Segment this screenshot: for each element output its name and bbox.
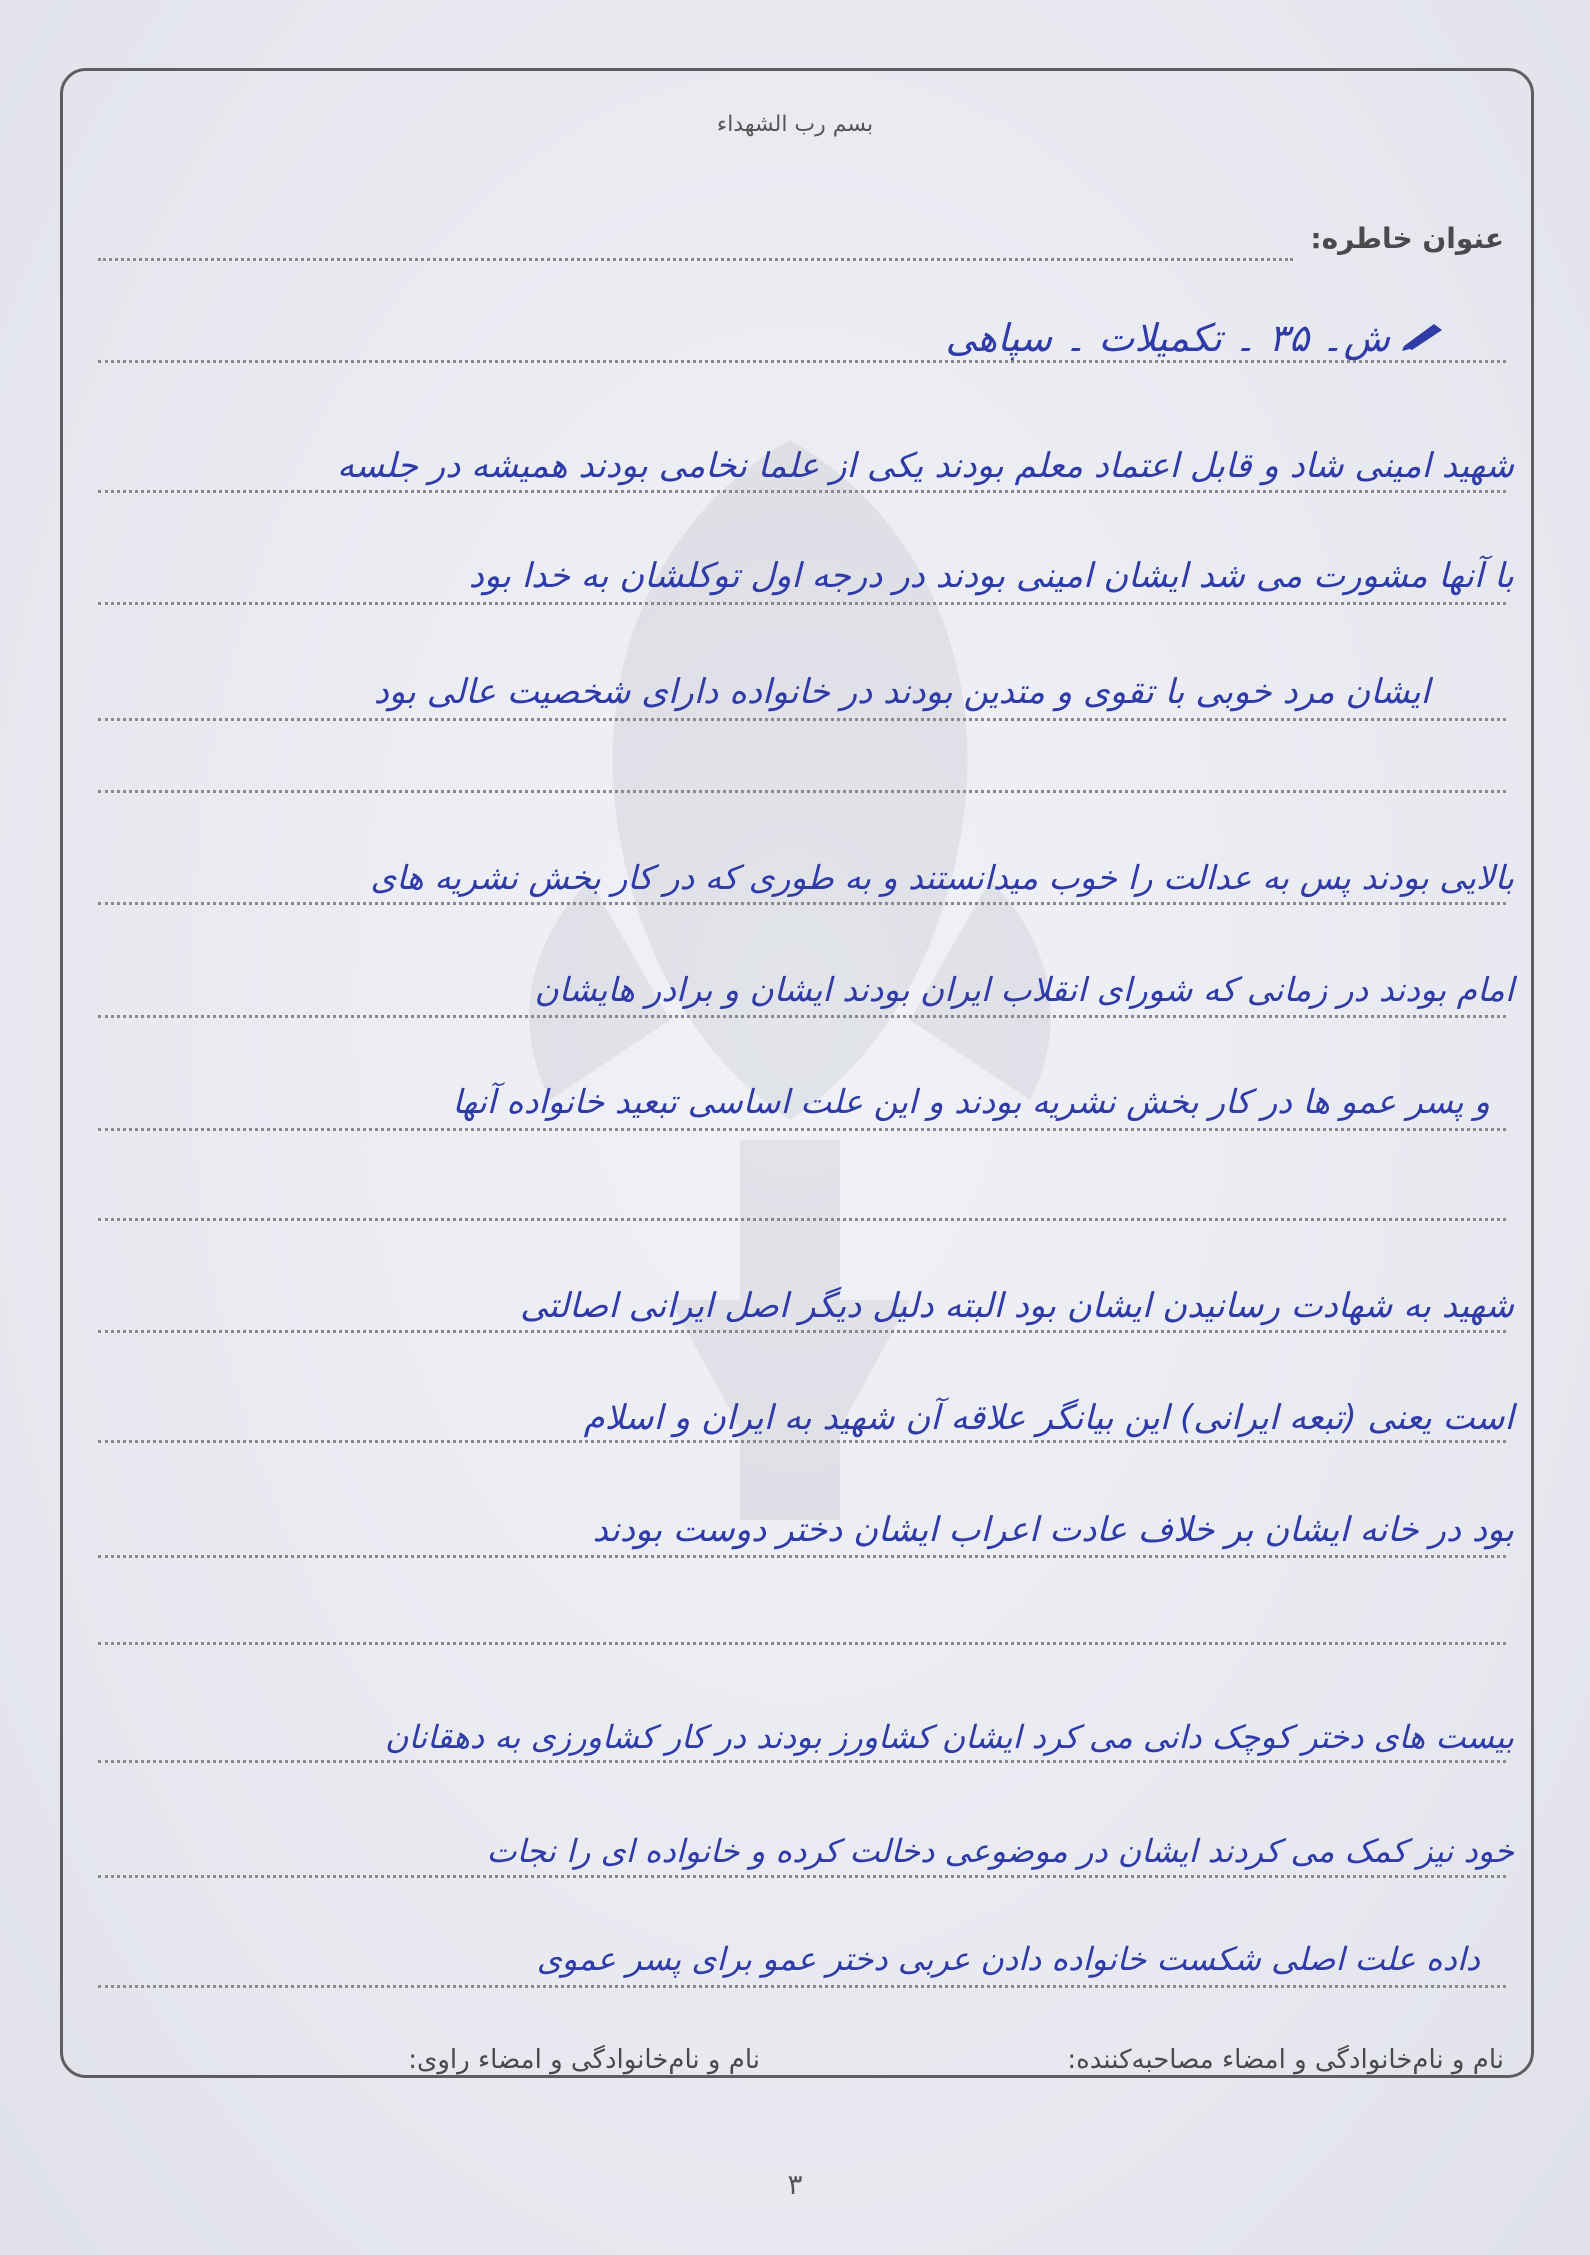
dotted-line bbox=[98, 1555, 1506, 1558]
handwritten-line: داده علت اصلی شکست خانواده دادن عربی دختر عمو برای پسر عموی bbox=[536, 1940, 1480, 1978]
interviewer-signature-label: نام و نام‌خانوادگی و امضاء مصاحبه‌کننده: bbox=[1067, 2045, 1504, 2075]
dotted-line bbox=[98, 490, 1506, 493]
handwritten-line: بیست های دختر کوچک دانی می کرد ایشان کشاورز بودند در کار کشاورزی به دهقانان bbox=[384, 1718, 1514, 1756]
handwritten-meta: ش۔ ۳۵ ۔ تکمیلات ۔ سپاهی bbox=[945, 316, 1390, 360]
handwritten-line: شهید امینی شاد و قابل اعتماد معلم بودند یکی از علما نخامی بودند همیشه در جلسه bbox=[337, 446, 1514, 486]
memoir-title-label: عنوان خاطره: bbox=[1310, 222, 1504, 255]
handwritten-line: ایشان مرد خوبی با تقوی و متدین بودند در خانواده دارای شخصیت عالی بود bbox=[373, 672, 1430, 712]
dotted-line bbox=[98, 718, 1506, 721]
dotted-line bbox=[98, 1760, 1506, 1763]
basmala-heading: بسم رب الشهداء bbox=[716, 112, 874, 137]
narrator-signature-label: نام و نام‌خانوادگی و امضاء راوی: bbox=[408, 2045, 760, 2075]
dotted-line bbox=[98, 1330, 1506, 1333]
dotted-line bbox=[98, 1218, 1506, 1221]
handwritten-line: بود در خانه ایشان بر خلاف عادت اعراب ایشان دختر دوست بودند bbox=[592, 1510, 1514, 1550]
handwritten-line: است یعنی (تبعه ایرانی) این بیانگر علاقه آن شهید به ایران و اسلام bbox=[583, 1398, 1514, 1438]
handwritten-line: خود نیز کمک می کردند ایشان در موضوعی دخالت کرده و خانواده ای را نجات bbox=[486, 1832, 1514, 1870]
dotted-line bbox=[98, 1440, 1506, 1443]
handwritten-line: و پسر عمو ها در کار بخش نشریه بودند و این علت اساسی تبعید خانواده آنها bbox=[452, 1082, 1490, 1121]
dotted-line bbox=[98, 360, 1506, 363]
handwritten-line: شهید به شهادت رسانیدن ایشان بود البته دلیل دیگر اصل ایرانی اصالتی bbox=[520, 1286, 1514, 1326]
dotted-line bbox=[98, 902, 1506, 905]
dotted-line bbox=[98, 790, 1506, 793]
dotted-line bbox=[98, 602, 1506, 605]
dotted-line bbox=[98, 1128, 1506, 1131]
title-dotted-line bbox=[98, 258, 1293, 261]
handwritten-line: امام بودند در زمانی که شورای انقلاب ایران بودند ایشان و برادر هایشان bbox=[534, 970, 1514, 1009]
handwritten-line: بالایی بودند پس به عدالت را خوب میدانستند و به طوری که در کار بخش نشریه های bbox=[370, 858, 1514, 897]
handwritten-line: با آنها مشورت می شد ایشان امینی بودند در درجه اول توکلشان به خدا بود bbox=[468, 556, 1514, 596]
pen-mark-icon bbox=[1400, 318, 1448, 352]
dotted-line bbox=[98, 1985, 1506, 1988]
dotted-line bbox=[98, 1875, 1506, 1878]
dotted-line bbox=[98, 1015, 1506, 1018]
page-border bbox=[60, 68, 1534, 2078]
dotted-line bbox=[98, 1642, 1506, 1645]
page-number: ۳ bbox=[787, 2168, 803, 2201]
